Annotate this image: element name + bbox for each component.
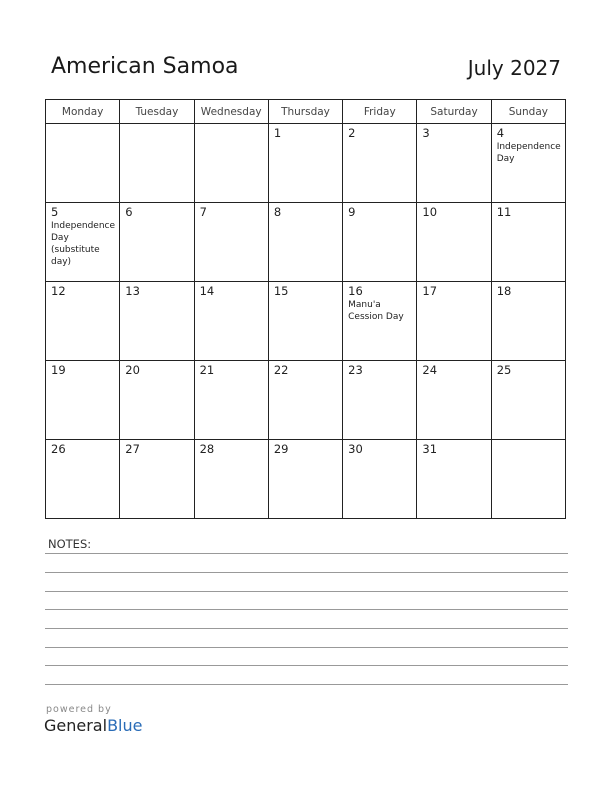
- day-cell: [417, 282, 491, 361]
- day-cell: [194, 124, 268, 203]
- note-line: [45, 684, 568, 685]
- day-cell: [120, 440, 194, 519]
- day-number: 22: [273, 363, 289, 377]
- day-cell: [120, 282, 194, 361]
- day-number: 3: [422, 126, 430, 140]
- day-number: 19: [51, 363, 66, 377]
- weekday-header: Sunday: [491, 100, 565, 124]
- weekday-header: Wednesday: [194, 100, 268, 124]
- day-cell: [491, 440, 565, 519]
- day-number: 11: [496, 205, 512, 219]
- note-line: [45, 572, 568, 573]
- day-cell: [417, 361, 491, 440]
- day-cell: [194, 282, 268, 361]
- holiday-label: Independence Day (substitute day): [51, 221, 116, 267]
- day-cell: [491, 282, 565, 361]
- day-cell: [268, 203, 342, 282]
- day-cell: [46, 203, 120, 282]
- day-number: 24: [422, 363, 438, 377]
- brand-general: General: [44, 716, 108, 735]
- note-line: [45, 553, 568, 554]
- day-number: 12: [51, 284, 66, 298]
- day-number: 16: [348, 284, 363, 298]
- day-cell: [268, 282, 342, 361]
- day-number: 15: [273, 284, 289, 298]
- day-number: 28: [199, 442, 215, 456]
- brand-blue: Blue: [107, 716, 143, 735]
- day-cell: [491, 124, 565, 203]
- day-cell: [343, 440, 417, 519]
- day-cell: [120, 361, 194, 440]
- day-cell: [343, 203, 417, 282]
- day-cell: [46, 282, 120, 361]
- day-cell: [417, 124, 491, 203]
- day-cell: [417, 203, 491, 282]
- day-number: 17: [422, 284, 438, 298]
- holiday-label: Independence Day: [496, 142, 561, 164]
- day-cell: [268, 124, 342, 203]
- day-cell: [491, 361, 565, 440]
- day-number: 26: [51, 442, 66, 456]
- day-number: 5: [51, 205, 59, 219]
- weekday-header: Saturday: [417, 100, 491, 124]
- day-cell: [268, 440, 342, 519]
- week-row: [46, 203, 566, 282]
- day-cell: [194, 440, 268, 519]
- notes-label: NOTES:: [48, 537, 92, 551]
- weekday-header: Tuesday: [120, 100, 194, 124]
- week-row: [46, 282, 566, 361]
- day-number: 14: [199, 284, 215, 298]
- calendar-grid: [45, 99, 566, 519]
- note-line: [45, 591, 568, 592]
- day-cell: [417, 440, 491, 519]
- day-cell: [46, 361, 120, 440]
- holiday-label: Manu'a Cession Day: [348, 300, 404, 322]
- week-row: [46, 361, 566, 440]
- weekday-header: Thursday: [268, 100, 342, 124]
- week-row: [46, 440, 566, 519]
- day-number: 7: [199, 205, 207, 219]
- day-cell: [194, 361, 268, 440]
- note-line: [45, 609, 568, 610]
- note-line: [45, 647, 568, 648]
- day-cell: [120, 124, 194, 203]
- day-cell: [491, 203, 565, 282]
- note-line: [45, 665, 568, 666]
- brand-logo: [44, 716, 142, 735]
- day-number: 13: [125, 284, 140, 298]
- day-number: 10: [422, 205, 438, 219]
- day-cell: [46, 124, 120, 203]
- weekday-header: Monday: [46, 100, 120, 124]
- day-number: 27: [125, 442, 140, 456]
- week-row: [46, 124, 566, 203]
- day-cell: [194, 203, 268, 282]
- day-number: 2: [348, 126, 356, 140]
- day-number: 29: [273, 442, 289, 456]
- day-cell: [343, 361, 417, 440]
- day-number: 6: [125, 205, 133, 219]
- weekday-header-row: [46, 100, 566, 124]
- calendar-title: American Samoa: [51, 54, 239, 79]
- day-number: 25: [496, 363, 512, 377]
- day-number: 23: [348, 363, 363, 377]
- day-number: 4: [496, 126, 505, 140]
- day-cell: [46, 440, 120, 519]
- day-cell: [343, 282, 417, 361]
- day-number: 20: [125, 363, 140, 377]
- day-cell: [343, 124, 417, 203]
- day-number: 8: [273, 205, 282, 219]
- day-number: 21: [199, 363, 215, 377]
- day-number: 18: [496, 284, 512, 298]
- day-cell: [268, 361, 342, 440]
- calendar-month: July 2027: [467, 56, 561, 80]
- day-number: 1: [273, 126, 282, 140]
- weekday-header: Friday: [343, 100, 417, 124]
- powered-by-text: powered by: [46, 704, 112, 715]
- day-number: 9: [348, 205, 356, 219]
- note-line: [45, 628, 568, 629]
- day-number: 31: [422, 442, 438, 456]
- day-cell: [120, 203, 194, 282]
- day-number: 30: [348, 442, 363, 456]
